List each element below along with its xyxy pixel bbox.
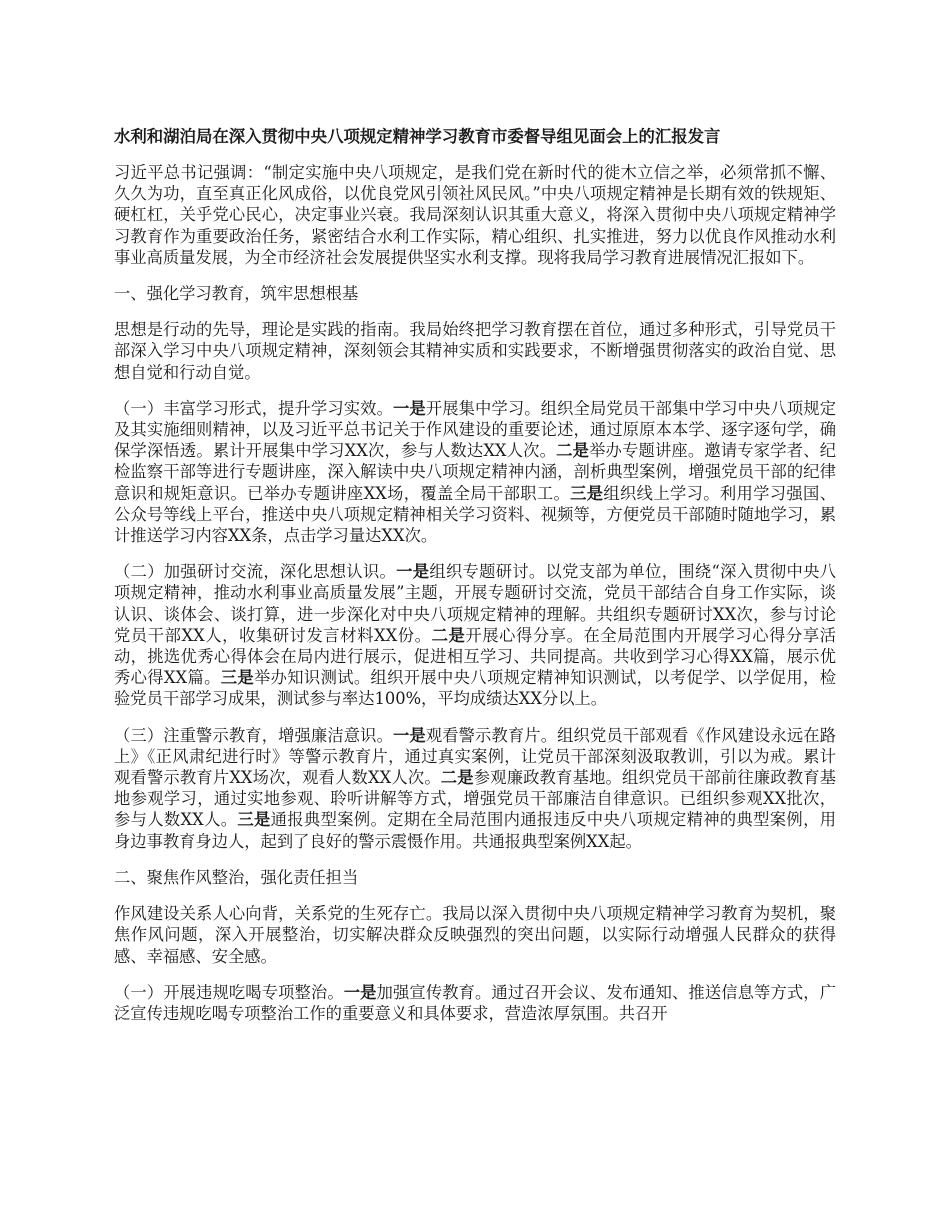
- paragraph-text: （一）开展违规吃喝专项整治。: [114, 982, 344, 1002]
- paragraph-text: 二、聚焦作风整治，强化责任担当: [114, 867, 359, 887]
- body-paragraph: [114, 162, 836, 268]
- paragraph-text: 举办知识测试。组织开展中央八项规定精神知识测试，以考促学、以学促用，检验党员干部学习成果，测试参与率达100%，平均成绩达XX分以上。: [114, 668, 836, 709]
- paragraph-text: 举办专题讲座。邀请专家学者、纪检监察干部等进行专题讲座，深入解读中央八项规定精神内涵，剖析典型案例，增强党员干部的纪律意识和规矩意识。已举办专题讲座XX场，覆盖全局干部职工。: [114, 441, 836, 503]
- paragraph-text: 开展集中学习。组织全局党员干部集中学习中央八项规定及其实施细则精神，以及习近平总书记关于作风建设的重要论述，通过原原本本学、逐字逐句学，确保学深悟透。累计开展集中学习XX次，参与人数达XX人次。: [114, 398, 836, 461]
- bold-lead-text: 三是: [237, 810, 271, 830]
- paragraph-text: （三）注重警示教育，增强廉洁意识。: [114, 725, 393, 745]
- body-paragraph: [114, 561, 836, 709]
- bold-lead-text: 一是: [343, 982, 377, 1002]
- paragraph-text: 思想是行动的先导，理论是实践的指南。我局始终把学习教育摆在首位，通过多种形式，引导党员干部深入学习中央八项规定精神，深刻领会其精神实质和实践要求，不断增强贯彻落实的政治自觉、思想自觉和行动自觉。: [114, 320, 836, 382]
- document-body: [114, 162, 836, 1024]
- paragraph-text: 通报典型案例。定期在全局范围内通报违反中央八项规定精神的典型案例，用身边事教育身边人，起到了良好的警示震慑作用。共通报典型案例XX起。: [114, 810, 836, 851]
- body-paragraph: [114, 982, 836, 1024]
- bold-lead-text: 一是: [393, 398, 426, 418]
- body-paragraph: [114, 398, 836, 546]
- bold-lead-text: 一是: [396, 562, 430, 582]
- paragraph-text: 组织专题研讨。以党支部为单位，围绕“深入贯彻中央八项规定精神，推动水利事业高质量发展”主题，开展专题研讨交流，党员干部结合自身工作实际，谈认识、谈体会、谈打算，进一步深化对中央八项规定精神的理解。共组织专题研讨XX次，参与讨论党员干部XX人，收集研讨发言材料XX份。: [114, 562, 836, 645]
- body-paragraph: [114, 903, 836, 967]
- section-heading: [114, 867, 836, 888]
- paragraph-text: 作风建设关系人心向背，关系党的生死存亡。我局以深入贯彻中央八项规定精神学习教育为契机，聚焦作风问题，深入开展整治，切实解决群众反映强烈的突出问题，以实际行动增强人民群众的获得感、幸福感、安全感。: [114, 904, 836, 966]
- bold-lead-text: 二是: [431, 625, 466, 645]
- body-paragraph: [114, 319, 836, 383]
- paragraph-text: 组织线上学习。利用学习强国、公众号等线上平台，推送中央八项规定精神相关学习资料、视频等，方便党员干部随时随地学习，累计推送学习内容XX条，点击学习量达XX次。: [114, 483, 836, 546]
- document-title: 水利和湖泊局在深入贯彻中央八项规定精神学习教育市委督导组见面会上的汇报发言: [114, 127, 721, 146]
- bold-lead-text: 二是: [556, 441, 590, 461]
- document-page: [114, 126, 836, 1039]
- paragraph-text: （一）丰富学习形式，提升学习实效。: [114, 398, 393, 418]
- paragraph-text: 加强宣传教育。通过召开会议、发布通知、推送信息等方式，广泛宣传违规吃喝专项整治工作的重要意义和具体要求，营造浓厚氛围。共召开: [114, 982, 836, 1023]
- paragraph-text: 参观廉政教育基地。组织党员干部前往廉政教育基地参观学习，通过实地参观、聆听讲解等方式，增强党员干部廉洁自律意识。已组织参观XX批次，参与人数XX人。: [114, 768, 836, 830]
- paragraph-text: 开展心得分享。在全局范围内开展学习心得分享活动，挑选优秀心得体会在局内进行展示，促进相互学习、共同提高。共收到学习心得XX篇，展示优秀心得XX篇。: [114, 625, 836, 688]
- paragraph-text: 一、强化学习教育，筑牢思想根基: [114, 284, 359, 304]
- bold-lead-text: 一是: [393, 725, 426, 745]
- paragraph-text: （二）加强研讨交流，深化思想认识。: [114, 562, 397, 582]
- bold-lead-text: 三是: [220, 668, 255, 688]
- body-paragraph: [114, 725, 836, 852]
- section-heading: [114, 283, 836, 304]
- paragraph-text: 观看警示教育片。组织党员干部观看《作风建设永远在路上》《正风肃纪进行时》等警示教育片，通过真实案例，让党员干部深刻汲取教训，引以为戒。累计观看警示教育片XX场次，观看人数XX人次。: [114, 725, 836, 788]
- bold-lead-text: 三是: [570, 483, 604, 503]
- bold-lead-text: 二是: [440, 768, 474, 788]
- paragraph-text: 习近平总书记强调：“制定实施中央八项规定，是我们党在新时代的徙木立信之举，必须常抓不懈、久久为功，直至真正化风成俗，以优良党风引领社风民风。”中央八项规定精神是长期有效的铁规矩、硬杠杠，关乎党心民心，决定事业兴衰。我局深刻认识其重大意义，将深入贯彻中央八项规定精神学习教育作为重要政治任务，紧密结合水利工作实际，精心组织、扎实推进，努力以优良作风推动水利事业高质量发展，为全市经济社会发展提供坚实水利支撑。现将我局学习教育进展情况汇报如下。: [114, 163, 836, 267]
